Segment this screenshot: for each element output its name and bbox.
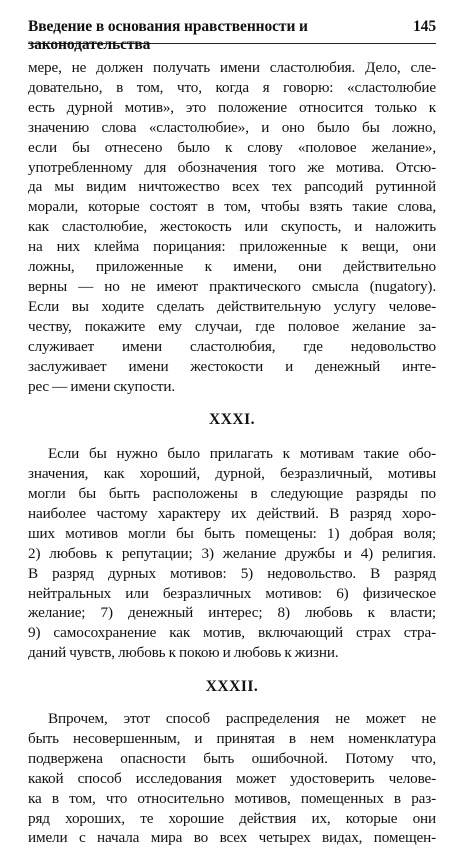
paragraph xyxy=(28,709,436,848)
text-line: значения, как хороший, дурной, безразличный, мотивы xyxy=(28,465,436,483)
text-line: употребленному для обозначения того же мотива. Отсю- xyxy=(28,158,436,176)
text-line: морали, которые состоят в том, чтобы взять такие слова, xyxy=(28,198,436,216)
text-line: ших мотивов могли бы быть помещены: 1) добрая воля; xyxy=(28,524,436,542)
section-xxxii-body xyxy=(28,709,436,848)
paragraph xyxy=(28,444,436,663)
text-line: даний чувств, любовь к покою и любовь к жизни. xyxy=(28,644,339,662)
text-line: Если вы ходите сделать действительную услугу челове- xyxy=(28,297,436,315)
running-title: Введение в основания нравственности и законодательства xyxy=(28,18,308,53)
text-line: ложны, приложенные к имени, они действительно xyxy=(28,258,436,276)
section-heading: XXXI. xyxy=(209,411,255,429)
text-line: рес — имени скупости. xyxy=(28,377,176,395)
text-line: если бы отнесено было к слову «половое желание», xyxy=(28,138,436,156)
text-line: да мы видим ничтожество всех тех рапсодий рутинной xyxy=(28,178,436,196)
text-line: какой способ исследования может удостоверить челове- xyxy=(28,769,436,787)
text-line: служивает имени сластолюбия, где недовольство xyxy=(28,337,436,355)
text-line: верны — но не имеют практического смысла (nugatory). xyxy=(28,277,436,295)
text-line: могли бы быть расположены в следующие разряды по xyxy=(28,485,436,502)
text-line: значению слова «сластолюбие», и оно было бы ложно, xyxy=(28,118,436,136)
text-line: Впрочем, этот способ распределения не может не xyxy=(48,710,436,727)
text-line: на них клейма порицания: приложенные к вещи, они xyxy=(28,238,436,256)
text-line: 9) самосохранение как мотив, включающий страх стра- xyxy=(28,624,436,642)
text-line: В разряд дурных мотивов: 5) недовольство. В разряд xyxy=(28,564,436,582)
text-line: заслуживает имени жестокости и денежный инте- xyxy=(28,357,436,375)
paragraph xyxy=(28,58,436,396)
text-line: 2) любовь к репутации; 3) желание дружбы и 4) религия. xyxy=(28,544,436,562)
text-line: ка в том, что относительно мотивов, помещенных в раз- xyxy=(28,789,436,807)
text-line: быть несовершенным, и принятая в нем номенклатура xyxy=(28,729,436,747)
text-line: нейтральных или безразличных мотивов: 6) физическое xyxy=(28,584,436,602)
section-xxxi xyxy=(28,410,436,430)
section-xxxi-body xyxy=(28,444,436,663)
text-line: мере, не должен получать имени сластолюбия. Дело, сле- xyxy=(28,59,436,76)
text-line: честву, покажите ему случаи, где половое желание за- xyxy=(28,317,436,335)
paragraph-continuation xyxy=(28,58,436,396)
section-heading: XXXII. xyxy=(205,678,259,696)
text-line: ряд хороших, те хорошие действия их, которые они xyxy=(28,809,436,827)
running-header xyxy=(28,18,436,53)
text-line: подвержена опасности быть ошибочной. Потому что, xyxy=(28,749,436,767)
text-line: есть дурной мотив», это положение относится только к xyxy=(28,98,436,116)
section-xxxii xyxy=(28,677,436,697)
text-line: как сластолюбие, жестокость или скупость, и наложить xyxy=(28,218,436,236)
text-line: довательно, в том, что, когда я говорю: «сластолюбие xyxy=(28,78,436,96)
text-line: Если бы нужно было прилагать к мотивам такие обо- xyxy=(48,445,436,463)
page-number: 145 xyxy=(413,18,436,35)
text-line: желание; 7) денежный интерес; 8) любовь к власти; xyxy=(28,604,436,622)
text-line: имели с начала мира во всех четырех видах, помещен- xyxy=(28,829,436,847)
text-line: наиболее частому характеру их действий. В разряд хоро- xyxy=(28,504,436,522)
